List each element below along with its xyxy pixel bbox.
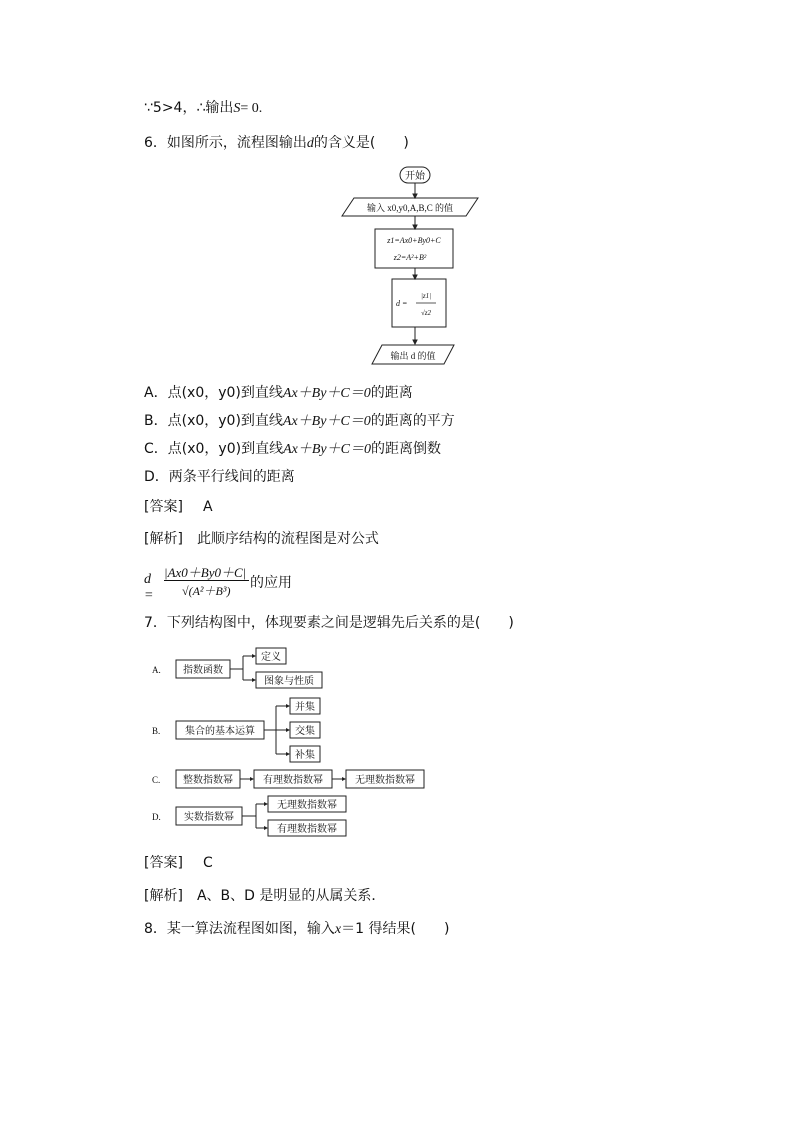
formula-fraction-bar [164,580,249,581]
d-child-text-1: 无理数指数幂 [277,800,337,811]
arrowhead [342,777,346,781]
q6-stem-suffix: 的含义是( ) [313,135,409,151]
answer-value: C [202,855,213,871]
q6-flowchart [330,160,490,372]
answer-tag: [答案] [144,855,183,871]
q8-stem [144,919,449,940]
arrowhead [250,777,254,781]
arrowhead [252,654,256,658]
option-rest: 的距离的平方 [370,413,455,429]
q6-option-b [144,411,455,432]
arrowhead [286,704,290,708]
fc-output-text: 输出 d 的值 [390,351,436,361]
c-text-3: 无理数指数幂 [355,775,415,786]
b-child-text-3: 补集 [295,750,315,761]
d-child-text-2: 有理数指数幂 [277,824,337,835]
a-label: A. [152,665,161,675]
option-expr: Ax＋By＋C＝0 [283,442,371,457]
c-text-2: 有理数指数幂 [263,775,323,786]
fc-arrowhead [413,225,417,229]
c-text-1: 整数指数幂 [183,775,233,786]
q8-stem-var: x [334,922,342,937]
b-root-text: 集合的基本运算 [185,726,255,737]
fc-proc1-line1: z1=Ax0+By0+C [387,236,441,245]
formula-tail: 的应用 [250,575,292,591]
analysis-text: 此顺序结构的流程图是对公式 [196,531,379,547]
q7-stem: 7．下列结构图中，体现要素之间是逻辑先后关系的是( ) [144,615,514,631]
analysis-tag: [解析] [144,888,183,904]
b-child-text-2: 交集 [295,726,315,737]
d-root-text: 实数指数幂 [184,812,234,823]
q8-stem-prefix: 8．某一算法流程图如图，输入 [144,921,335,937]
q6-analysis [144,529,379,549]
therefore-text: ∴输出 [196,100,234,116]
option-label: D．两条平行线间的距离 [144,469,295,485]
option-expr: Ax＋By＋C＝0 [282,414,371,429]
q7-answer [144,853,213,873]
q6-answer [144,497,213,517]
q6-stem [144,133,409,154]
fc-arrowhead [413,340,417,344]
option-expr: Ax＋By＋C＝0 [282,386,371,401]
arrowhead [286,752,290,756]
arrowhead [264,826,268,830]
b-child-text-1: 并集 [295,702,315,713]
arrowhead [286,728,290,732]
fc-proc2-den: √z2 [420,309,432,317]
a-child-text-2: 图象与性质 [264,676,314,687]
answer-tag: [答案] [144,499,183,515]
q6-option-a [144,383,413,404]
fc-arrowhead [413,275,417,279]
a-root-text: 指数函数 [183,665,223,676]
fc-input-text: 输入 x0,y0,A,B,C 的值 [366,203,454,213]
output-eq: = 0. [240,101,263,116]
formula-lhs: d = [144,572,154,603]
d-label: D. [152,812,161,822]
analysis-text: A、B、D 是明显的从属关系． [196,888,386,904]
formula-denominator: √(A²＋B³) [182,584,231,598]
arrowhead [252,678,256,682]
q6-option-c [144,439,441,460]
fc-process-box-1 [375,229,453,268]
fc-arrowhead [413,194,417,198]
option-label: C．点(x0，y0)到直线 [144,441,284,457]
output-var: S [233,101,241,116]
fc-proc2-lhs: d = [396,299,408,308]
because-text: ∵5>4， [144,100,197,116]
arrowhead [264,802,268,806]
previous-answer-line [144,98,262,119]
fc-proc1-line2: z2=A²+B² [393,253,427,262]
q7-structure-diagrams [148,644,438,842]
fc-proc2-num: |z1| [420,292,432,300]
b-label: B. [152,726,161,736]
fc-start-text: 开始 [405,171,425,182]
answer-value: A [202,499,213,515]
option-label: B．点(x0，y0)到直线 [144,413,283,429]
option-rest: 的距离 [370,385,413,401]
q6-option-d [144,467,295,487]
option-label: A．点(x0，y0)到直线 [144,385,283,401]
q7-analysis [144,886,385,906]
option-rest: 的距离倒数 [370,441,441,457]
q8-stem-suffix: ＝1 得结果( ) [341,921,450,937]
a-child-text-1: 定义 [261,652,281,663]
q6-stem-var: d [306,136,314,151]
q6-stem-prefix: 6．如图所示，流程图输出 [144,135,307,151]
c-label: C. [152,775,161,785]
analysis-tag: [解析] [144,531,183,547]
formula-numerator: |Ax0＋By0＋C| [164,565,247,580]
